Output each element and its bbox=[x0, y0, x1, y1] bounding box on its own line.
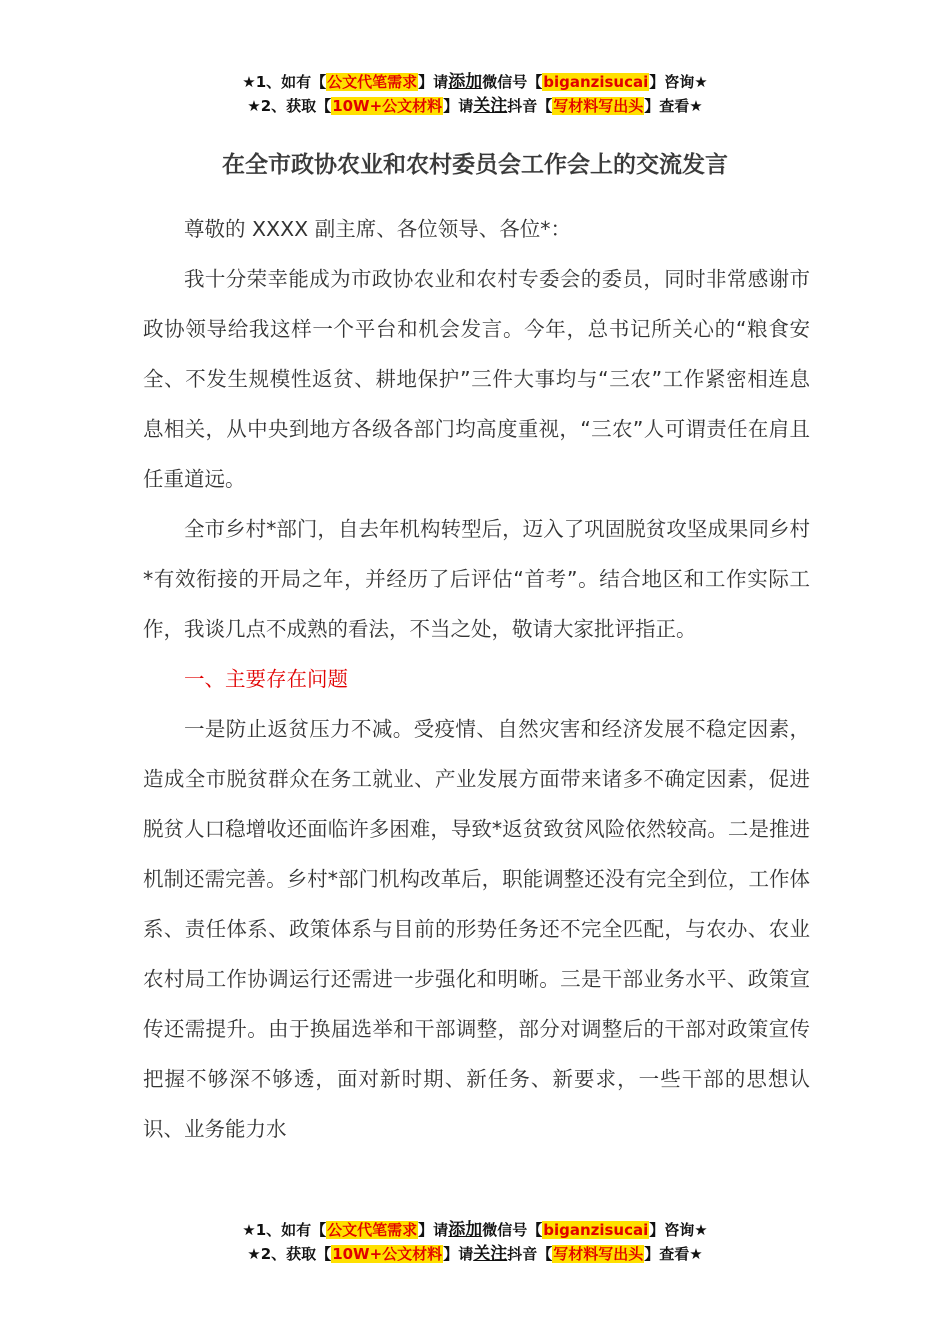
footer-promo-banner bbox=[0, 1218, 950, 1266]
promo-text: 微信号【 bbox=[482, 1221, 543, 1239]
promo-text: 】查看★ bbox=[644, 1245, 703, 1263]
promo-highlight: 10W+公文材料 bbox=[332, 97, 443, 115]
promo-highlight: 写材料写出头 bbox=[553, 97, 644, 115]
promo-text: 抖音【 bbox=[507, 97, 553, 115]
promo-text: 】请 bbox=[443, 97, 474, 115]
promo-text: 】请 bbox=[418, 73, 449, 91]
promo-emphasis: 添加 bbox=[448, 72, 483, 92]
section-heading: 一、主要存在问题 bbox=[184, 667, 348, 691]
document-title: 在全市政协农业和农村委员会工作会上的交流发言 bbox=[222, 152, 728, 178]
paragraph: 全市乡村*部门，自去年机构转型后，迈入了巩固脱贫攻坚成果同乡村*有效衔接的开局之年，并经历了后评估“首考”。结合地区和工作实际工作，我谈几点不成熟的看法，不当之处，敬请大家批评指正。 bbox=[143, 517, 810, 641]
promo-text: ★1、如有【 bbox=[242, 73, 327, 91]
promo-text: ★2、获取【 bbox=[247, 1245, 332, 1263]
promo-highlight: biganzisucai bbox=[543, 1221, 649, 1239]
promo-highlight: biganzisucai bbox=[543, 73, 649, 91]
promo-highlight: 写材料写出头 bbox=[553, 1245, 644, 1263]
paragraph: 我十分荣幸能成为市政协农业和农村专委会的委员，同时非常感谢市政协领导给我这样一个平台和机会发言。今年，总书记所关心的“粮食安全、不发生规模性返贫、耕地保护”三件大事均与“三农”工作紧密相连息息相关，从中央到地方各级各部门均高度重视，“三农”人可谓责任在肩且任重道远。 bbox=[143, 267, 810, 491]
promo-highlight: 公文代笔需求 bbox=[327, 1221, 418, 1239]
promo-emphasis: 关注 bbox=[473, 96, 508, 116]
promo-text: ★1、如有【 bbox=[242, 1221, 327, 1239]
promo-line-2 bbox=[0, 1242, 950, 1266]
promo-text: 】咨询★ bbox=[649, 73, 708, 91]
paragraph: 一是防止返贫压力不减。受疫情、自然灾害和经济发展不稳定因素，造成全市脱贫群众在务工就业、产业发展方面带来诸多不确定因素，促进脱贫人口稳增收还面临许多困难，导致*返贫致贫风险依然较高。二是推进机制还需完善。乡村*部门机构改革后，职能调整还没有完全到位，工作体系、责任体系、政策体系与目前的形势任务还不完全匹配，与农办、农业农村局工作协调运行还需进一步强化和明晰。三是干部业务水平、政策宣传还需提升。由于换届选举和干部调整，部分对调整后的干部对政策宣传把握不够深不够透，面对新时期、新任务、新要求，一些干部的思想认识、业务能力水 bbox=[143, 717, 810, 1141]
promo-text: 】请 bbox=[443, 1245, 474, 1263]
document-body bbox=[143, 204, 810, 1154]
promo-highlight: 10W+公文材料 bbox=[332, 1245, 443, 1263]
promo-highlight: 公文代笔需求 bbox=[327, 73, 418, 91]
promo-text: ★2、获取【 bbox=[247, 97, 332, 115]
promo-text: 抖音【 bbox=[507, 1245, 553, 1263]
salutation: 尊敬的 XXXX 副主席、各位领导、各位*： bbox=[184, 217, 571, 241]
promo-emphasis: 添加 bbox=[448, 1220, 483, 1240]
promo-text: 】查看★ bbox=[644, 97, 703, 115]
promo-text: 】请 bbox=[418, 1221, 449, 1239]
promo-line-1 bbox=[0, 70, 950, 94]
promo-emphasis: 关注 bbox=[473, 1244, 508, 1264]
promo-line-1 bbox=[0, 1218, 950, 1242]
promo-line-2 bbox=[0, 94, 950, 118]
promo-text: 微信号【 bbox=[482, 73, 543, 91]
promo-text: 】咨询★ bbox=[649, 1221, 708, 1239]
header-promo-banner bbox=[0, 70, 950, 118]
